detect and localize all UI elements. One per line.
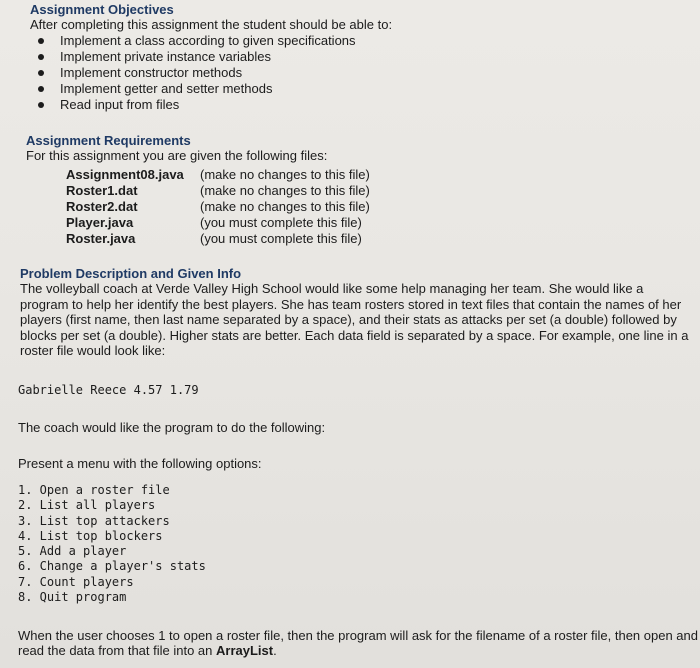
menu-option: 4. List top blockers bbox=[18, 528, 163, 543]
requirements-section bbox=[26, 133, 686, 164]
menu-option: 7. Count players bbox=[18, 574, 134, 589]
objectives-list bbox=[30, 33, 690, 113]
problem-description: The volleyball coach at Verde Valley High School would like some help managing her team. She would like a program to help her identify the best players. She has team rosters stored in text files that contain the names of her players (first name, then last name separated by a space), and their stats as attacks per set (a double) followed by blocks per set (a double). Higher stats are better. Each data field is separated by a space. For example, one line in a roster file would look like: bbox=[20, 281, 689, 358]
requirements-heading: Assignment Requirements bbox=[26, 133, 191, 148]
menu-options-list bbox=[18, 483, 206, 605]
file-row bbox=[66, 231, 426, 247]
files-list bbox=[66, 167, 426, 247]
problem-heading: Problem Description and Given Info bbox=[20, 266, 242, 281]
requirements-intro: For this assignment you are given the following files: bbox=[26, 148, 328, 163]
objective-item: Implement private instance variables bbox=[30, 49, 690, 65]
menu-option: 3. List top attackers bbox=[18, 513, 170, 528]
closing-end: . bbox=[273, 643, 277, 658]
file-note: (make no changes to this file) bbox=[200, 199, 370, 214]
problem-section bbox=[20, 266, 692, 359]
objectives-section bbox=[30, 2, 690, 113]
objective-item: Implement getter and setter methods bbox=[30, 81, 690, 97]
menu-option: 1. Open a roster file bbox=[18, 483, 170, 497]
file-row bbox=[66, 215, 426, 231]
menu-intro: Present a menu with the following options: bbox=[18, 456, 262, 471]
file-row bbox=[66, 199, 426, 215]
file-row bbox=[66, 183, 426, 199]
menu-option: 8. Quit program bbox=[18, 590, 127, 605]
file-name: Roster.java bbox=[66, 231, 136, 246]
closing-paragraph bbox=[18, 628, 698, 658]
file-note: (you must complete this file) bbox=[200, 215, 362, 230]
file-row bbox=[66, 167, 426, 183]
objective-item: Implement a class according to given specifications bbox=[30, 33, 690, 49]
menu-option: 5. Add a player bbox=[18, 544, 127, 559]
file-name: Roster1.dat bbox=[66, 183, 138, 198]
objective-item: Read input from files bbox=[30, 97, 690, 113]
objective-item: Implement constructor methods bbox=[30, 65, 690, 81]
objectives-heading: Assignment Objectives bbox=[30, 2, 174, 17]
file-name: Assignment08.java bbox=[66, 167, 184, 182]
objectives-intro: After completing this assignment the student should be able to: bbox=[30, 17, 393, 32]
file-name: Player.java bbox=[66, 215, 134, 230]
closing-text: When the user chooses 1 to open a roster file, then the program will ask for the filename of a roster file, then open and read the data from that file into an bbox=[18, 628, 698, 658]
menu-option: 2. List all players bbox=[18, 498, 156, 513]
file-note: (make no changes to this file) bbox=[200, 167, 370, 182]
arraylist-term: ArrayList bbox=[216, 643, 274, 658]
menu-option: 6. Change a player's stats bbox=[18, 559, 206, 574]
file-note: (make no changes to this file) bbox=[200, 183, 370, 198]
file-name: Roster2.dat bbox=[66, 199, 138, 214]
file-note: (you must complete this file) bbox=[200, 231, 362, 246]
example-roster-line: Gabrielle Reece 4.57 1.79 bbox=[18, 383, 199, 397]
coach-text: The coach would like the program to do the following: bbox=[18, 420, 326, 435]
